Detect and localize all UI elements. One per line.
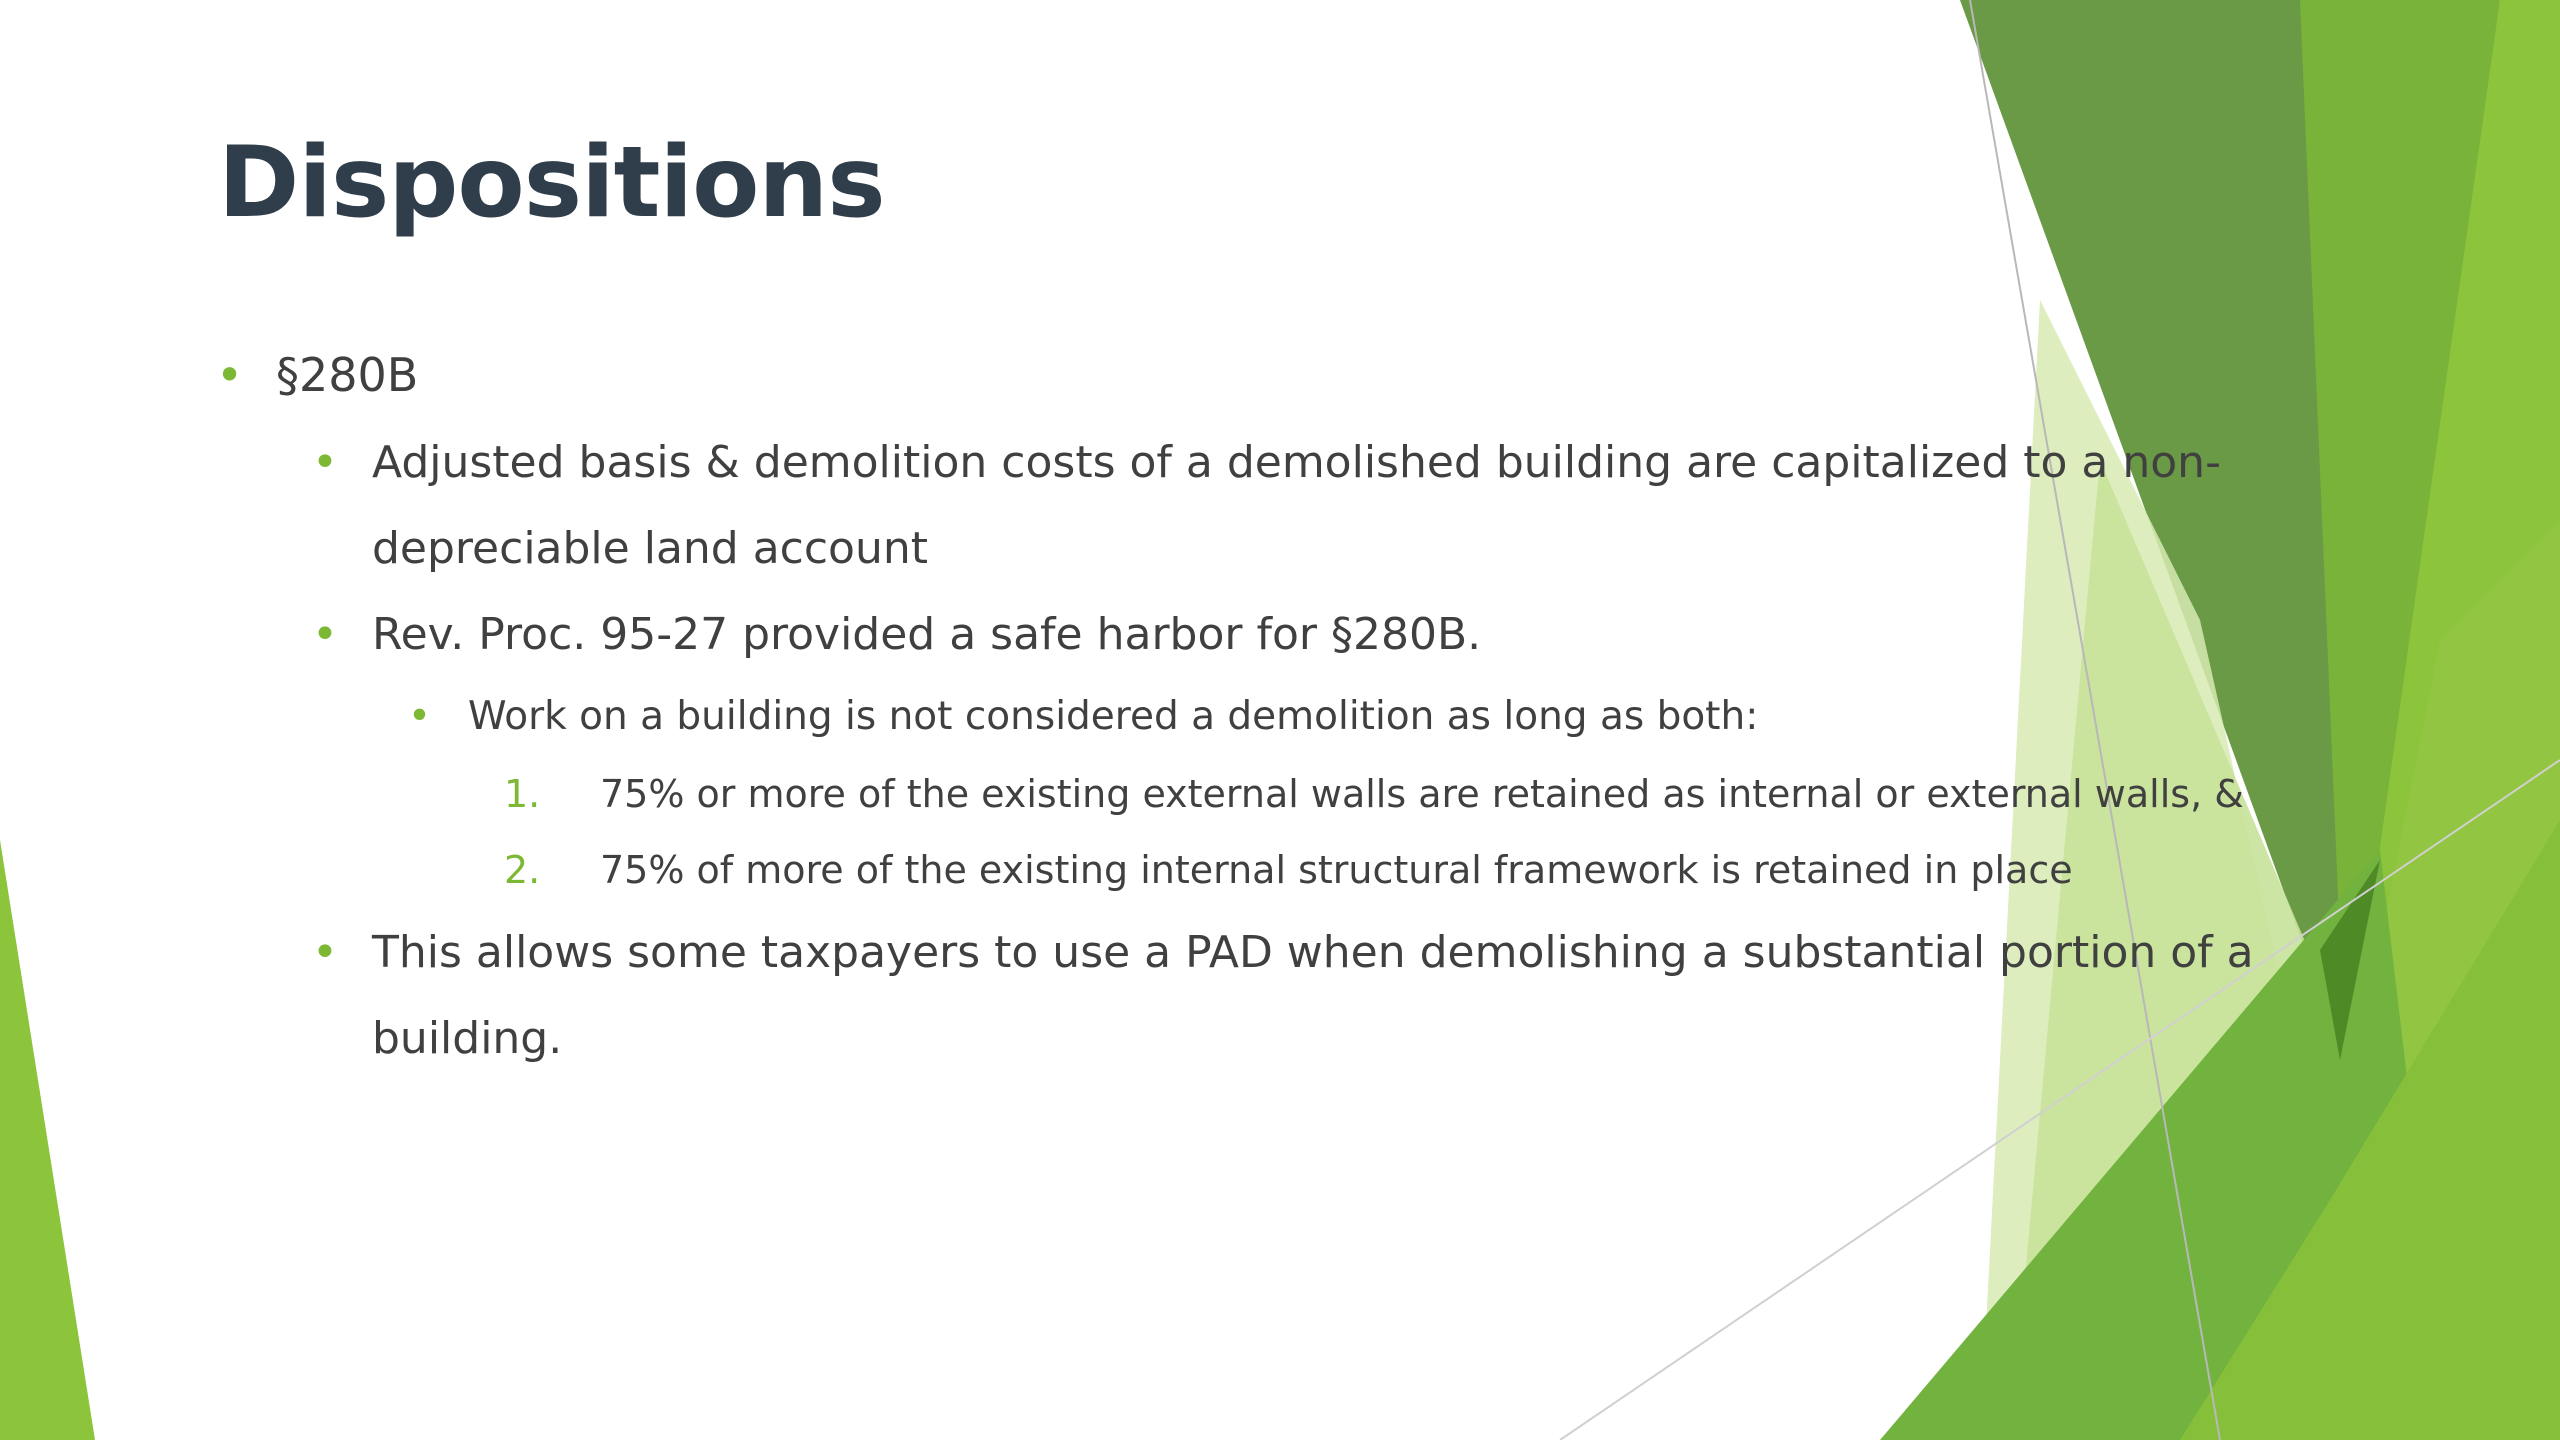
numbered-item-external-walls: 75% or more of the existing external walls are retained as internal or external walls, & — [600, 772, 2244, 816]
bullet-level2-pad-cont: building. — [372, 1013, 563, 1064]
slide-title: Dispositions — [218, 126, 885, 240]
numbered-marker-2: 2. — [504, 848, 541, 892]
bullet-marker: • — [312, 437, 338, 488]
bullet-marker: • — [312, 927, 338, 978]
bullet-level2-rev-proc: Rev. Proc. 95-27 provided a safe harbor for §280B. — [372, 609, 1482, 660]
bullet-level2-pad: This allows some taxpayers to use a PAD when demolishing a substantial portion of a — [372, 927, 2254, 978]
bullet-marker: • — [312, 609, 338, 660]
numbered-item-internal-framework: 75% of more of the existing internal structural framework is retained in place — [600, 848, 2073, 892]
bullet-level3-work-on-building: Work on a building is not considered a demolition as long as both: — [468, 694, 1759, 739]
bullet-level2-adjusted-basis: Adjusted basis & demolition costs of a demolished building are capitalized to a non- — [372, 437, 2221, 488]
bullet-marker: • — [408, 694, 432, 739]
bullet-level2-adjusted-basis-cont: depreciable land account — [372, 523, 928, 574]
bullet-marker: • — [216, 348, 244, 402]
numbered-marker-1: 1. — [504, 772, 541, 816]
bullet-level1-section: §280B — [276, 348, 419, 402]
